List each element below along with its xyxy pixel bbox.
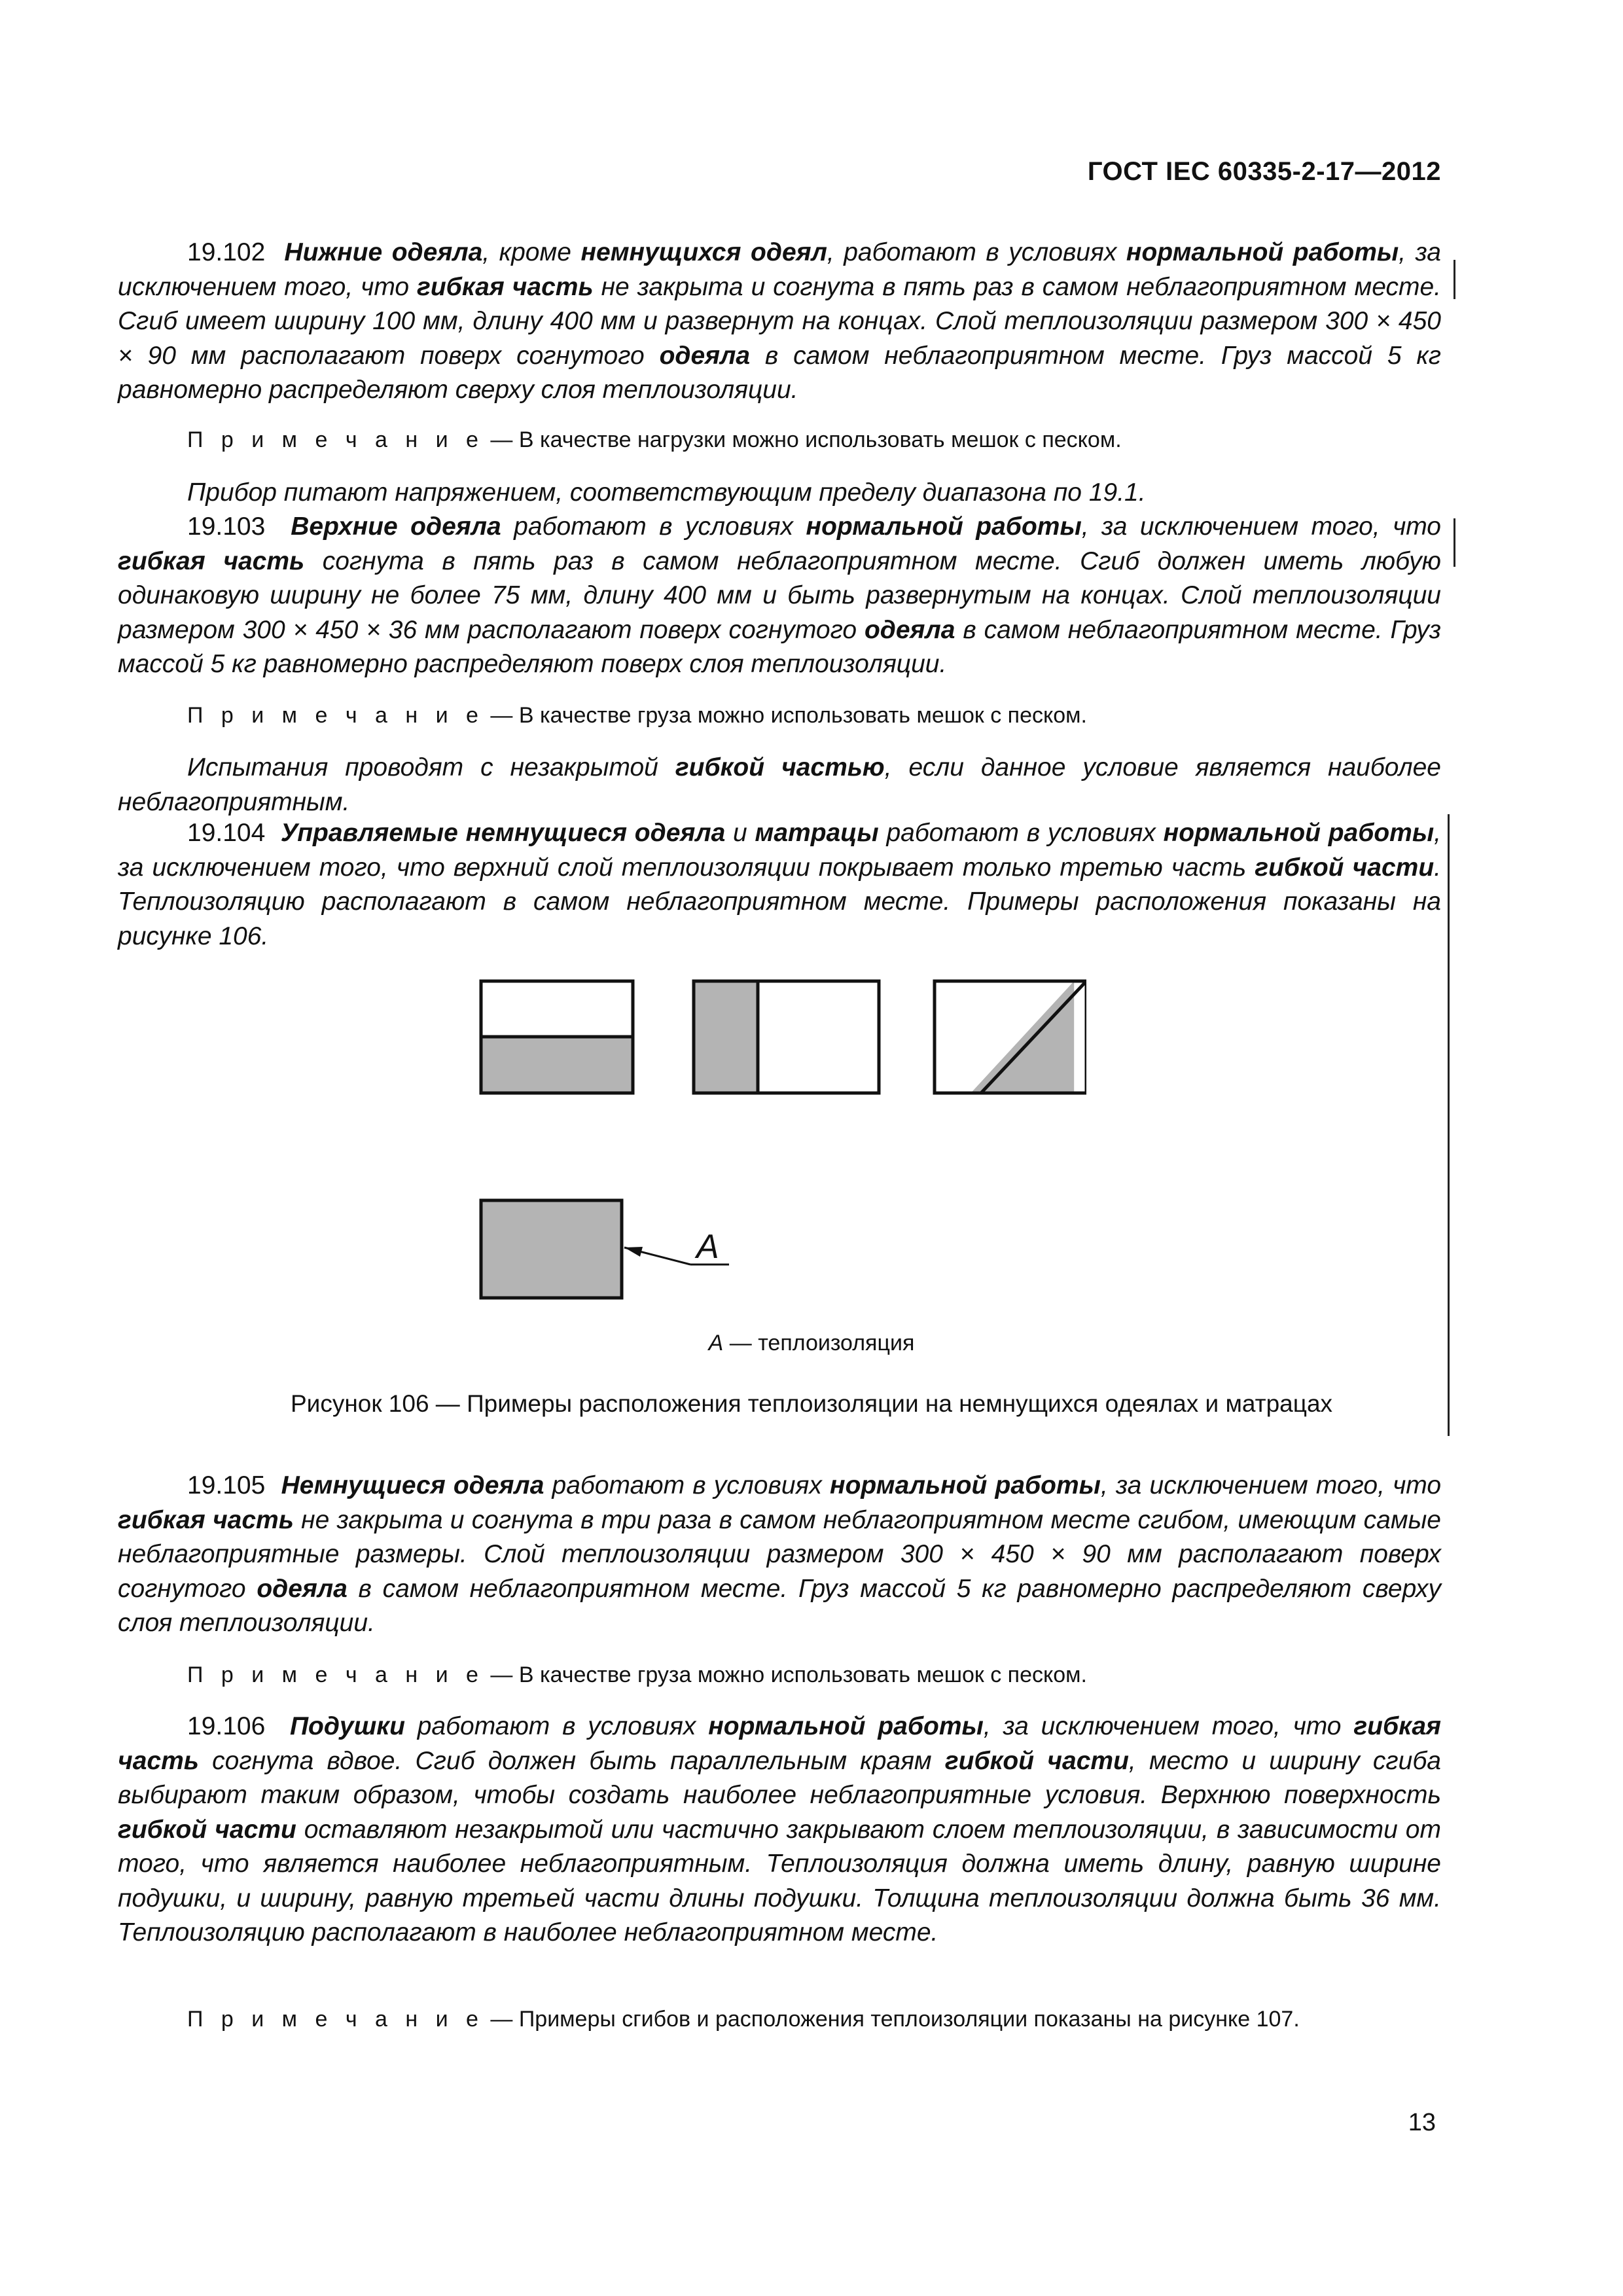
note-2 xyxy=(187,703,1431,728)
paragraph-19-103 xyxy=(118,510,1441,682)
term-controlled-blankets: Управляемые немнущиеся одеяла xyxy=(280,819,726,847)
paragraph-19-106 xyxy=(118,1710,1441,1950)
term-flexible-part: гибкой части xyxy=(944,1746,1129,1775)
text: , за исключением того, что верхний слой теплоизоляции покрывает только третью часть xyxy=(118,819,1442,882)
text: оставляют незакрытой или частично закрывают слоем теплоизоляции, в зависимости от того, что является наиболее неблагоприятным. Теплоизоляция должна иметь длину, равную ширине подушки, и ширину, равную третьей части длины подушки. Толщина теплоизоляции должна быть 36 мм. Теплоизоляцию располагают в наиболее неблагоприятном месте. xyxy=(118,1815,1441,1946)
term-upper-blankets: Верхние одеяла xyxy=(291,512,501,541)
text: , за исключением того, что xyxy=(1100,1471,1442,1499)
figure-106 xyxy=(471,977,1086,1317)
term-flexible-part: гибкая часть xyxy=(118,1505,294,1534)
note-label: П р и м е ч а н и е xyxy=(187,703,484,728)
text: работают в условиях xyxy=(878,819,1164,847)
term-normal-operation: нормальной работы xyxy=(1163,819,1435,847)
term-flexible-part: гибкой части xyxy=(1255,853,1435,882)
insulation-diagonal xyxy=(971,981,1074,1093)
term-flexible-part: гибкая часть xyxy=(417,272,594,301)
insulation-bottom-half xyxy=(481,1037,633,1093)
text: Испытания проводят с незакрытой xyxy=(187,753,675,781)
leader-arrowhead xyxy=(624,1247,643,1257)
clause-number: 19.106 xyxy=(187,1712,266,1740)
clause-number: 19.102 xyxy=(187,238,266,266)
term-normal-operation: нормальной работы xyxy=(708,1712,984,1740)
note-1 xyxy=(187,427,1431,453)
note-text: — Примеры сгибов и расположения теплоизоляции показаны на рисунке 107. xyxy=(484,2007,1300,2032)
note-text: — В качестве груза можно использовать мешок с песком. xyxy=(484,1662,1087,1687)
term-flexible-part: гибкой частью xyxy=(675,753,885,781)
text: и xyxy=(725,819,755,847)
text: , кроме xyxy=(482,238,581,266)
note-label: П р и м е ч а н и е xyxy=(187,2007,484,2032)
change-bar xyxy=(1448,814,1450,1436)
change-bar xyxy=(1454,260,1455,299)
term-lower-blankets: Нижние одеяла xyxy=(284,238,483,266)
term-flexible-part: гибкая часть xyxy=(118,547,305,575)
text: . Теплоизоляцию располагают в самом неблагоприятном месте. Примеры расположения показаны на рисунке 106. xyxy=(118,853,1441,950)
paragraph-19-102-supply xyxy=(187,476,1441,511)
note-label: П р и м е ч а н и е xyxy=(187,427,484,452)
text: , работают в условиях xyxy=(827,238,1126,266)
text: согнута в пять раз в самом неблагоприятном месте. Сгиб должен иметь любую одинаковую ширину не более 75 мм, длину 400 мм и быть развернутым на концах. Слой теплоизоляции размером 300 × 450 × 36 мм располагают поверх согнутого xyxy=(118,547,1442,644)
term-flexible-part: гибкая часть xyxy=(118,1712,1442,1775)
text: работают в условиях xyxy=(544,1471,830,1499)
note-text: — В качестве груза можно использовать мешок с песком. xyxy=(484,703,1087,728)
term-normal-operation: нормальной работы xyxy=(806,512,1082,541)
text: в самом неблагоприятном месте. Груз массой 5 кг равномерно распределяют сверху слоя теплоизоляции. xyxy=(118,341,1441,404)
text: согнута вдвое. Сгиб должен быть параллельным краям xyxy=(198,1746,945,1775)
text: работают в условиях xyxy=(501,512,806,541)
figure-legend xyxy=(0,1331,1623,1356)
label-a: A xyxy=(696,1228,719,1266)
text: , за исключением того, что xyxy=(983,1712,1354,1740)
insulation-legend-box xyxy=(481,1200,622,1298)
term-non-creasing-blankets: Немнущиеся одеяла xyxy=(281,1471,544,1499)
clause-number: 19.104 xyxy=(187,819,266,847)
note-text: — В качестве нагрузки можно использовать мешок с песком. xyxy=(484,427,1122,452)
clause-number: 19.103 xyxy=(187,512,266,541)
insulation-left-third xyxy=(694,981,758,1093)
term-blanket: одеяла xyxy=(864,615,955,644)
text: , место и ширину сгиба выбирают таким образом, чтобы создать наиболее неблагоприятные условия. Верхнюю поверхность xyxy=(118,1746,1441,1809)
term-flexible-part: гибкой части xyxy=(118,1815,296,1844)
text: в самом неблагоприятном месте. Груз массой 5 кг равномерно распределяют сверху слоя теплоизоляции. xyxy=(118,1574,1441,1637)
change-bar xyxy=(1454,518,1455,567)
text: работают в условиях xyxy=(404,1712,709,1740)
clause-number: 19.105 xyxy=(187,1471,266,1499)
note-4 xyxy=(187,2007,1431,2032)
paragraph-19-103-test xyxy=(118,751,1441,819)
term-blanket: одеяла xyxy=(257,1574,348,1603)
text: Прибор питают напряжением, соответствующим пределу диапазона по 19.1. xyxy=(187,478,1146,507)
note-label: П р и м е ч а н и е xyxy=(187,1662,484,1687)
page-number: 13 xyxy=(1408,2109,1436,2136)
term-blanket: одеяла xyxy=(659,341,751,370)
legend-key: A xyxy=(708,1331,724,1355)
term-normal-operation: нормальной работы xyxy=(1126,238,1399,266)
paragraph-19-102 xyxy=(118,236,1441,408)
paragraph-19-104 xyxy=(118,816,1441,954)
text: в самом неблагоприятном месте. Груз массой 5 кг равномерно распределяют поверх слоя теплоизоляции. xyxy=(118,615,1441,678)
paragraph-19-105 xyxy=(118,1469,1441,1641)
legend-text: — теплоизоляция xyxy=(723,1331,915,1355)
text: не закрыта и согнута в три раза в самом неблагоприятном месте сгибом, имеющим самые неблагоприятные размеры. Слой теплоизоляции размером 300 × 450 × 90 мм располагают поверх согнутого xyxy=(118,1505,1441,1603)
term-pillows: Подушки xyxy=(289,1712,405,1740)
note-3 xyxy=(187,1662,1431,1688)
term-non-creasing-blankets: немнущихся одеял xyxy=(580,238,827,266)
text: , за исключением того, что xyxy=(118,238,1442,301)
term-mattresses: матрацы xyxy=(755,819,879,847)
standard-header: ГОСТ IEC 60335-2-17—2012 xyxy=(1087,157,1441,186)
term-normal-operation: нормальной работы xyxy=(830,1471,1101,1499)
text: , если данное условие является наиболее неблагоприятным. xyxy=(118,753,1441,816)
text: не закрыта и согнута в пять раз в самом неблагоприятном месте. Сгиб имеет ширину 100 мм, длину 400 мм и развернут на концах. Слой теплоизоляции размером 300 × 450 × 90 мм располагают поверх согнутого xyxy=(118,272,1441,370)
figure-caption: Рисунок 106 — Примеры расположения теплоизоляции на немнущихся одеялах и матрацах xyxy=(290,1390,1333,1417)
text: , за исключением того, что xyxy=(1081,512,1441,541)
